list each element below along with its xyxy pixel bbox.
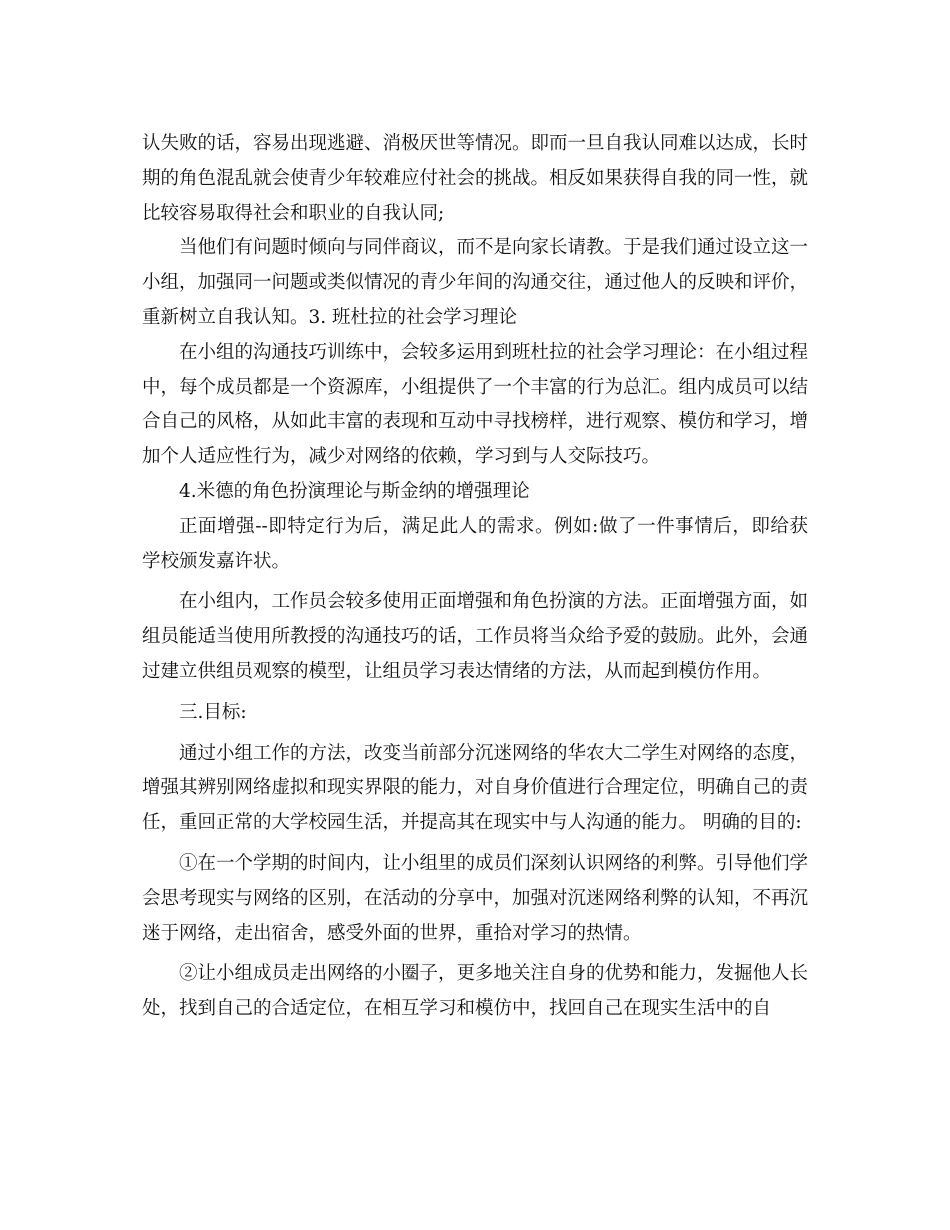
paragraph-1: 认失败的话，容易出现逃避、消极厌世等情况。即而一旦自我认同难以达成，长时期的角色混乱就会使青少年较难应付社会的挑战。相反如果获得自我的同一性，就比较容易取得社会和职业的自我认同;: [142, 133, 809, 224]
paragraph-10: ②让小组成员走出网络的小圈子，更多地关注自身的优势和能力，发掘他人长处，找到自己的合适定位，在相互学习和模仿中，找回自己在现实生活中的自: [142, 963, 809, 1020]
paragraph-4-heading: 4.米德的角色扮演理论与斯金纳的增强理论: [179, 480, 530, 502]
document-body: [142, 127, 808, 1027]
paragraph-2: 当他们有问题时倾向与同伴商议，而不是向家长请教。于是我们通过设立这一小组，加强同一问题或类似情况的青少年间的沟通交往，通过他人的反映和评价，重新树立自我认知。3. 班杜拉的社会学习理论: [142, 237, 809, 328]
paragraph-9: ①在一个学期的时间内，让小组里的成员们深刻认识网络的利弊。引导他们学会思考现实与网络的区别，在活动的分享中，加强对沉迷网络利弊的认知，不再沉迷于网络，走出宿舍，感受外面的世界，重拾对学习的热情。: [142, 852, 809, 944]
paragraph-6: 在小组内，工作员会较多使用正面增强和角色扮演的方法。正面增强方面，如组员能适当使用所教授的沟通技巧的话，工作员将当众给予爱的鼓励。此外，会通过建立供组员观察的模型，让组员学习表达情绪的方法，从而起到模仿作用。: [142, 591, 809, 682]
paragraph-7-heading: 三.目标:: [179, 701, 247, 723]
paragraph-3: 在小组的沟通技巧训练中，会较多运用到班杜拉的社会学习理论：在小组过程中，每个成员都是一个资源库，小组提供了一个丰富的行为总汇。组内成员可以结合自己的风格，从如此丰富的表现和互动中寻找榜样，进行观察、模仿和学习，增加个人适应性行为，减少对网络的依赖，学习到与人交际技巧。: [142, 341, 809, 468]
paragraph-5: 正面增强--即特定行为后，满足此人的需求。例如:做了一件事情后，即给获学校颁发嘉许状。: [142, 515, 808, 572]
paragraph-8: 通过小组工作的方法，改变当前部分沉迷网络的华农大二学生对网络的态度，增强其辨别网络虚拟和现实界限的能力，对自身价值进行合理定位，明确自己的责任，重回正常的大学校园生活，并提高其在现实中与人沟通的能力。 明确的目的:: [142, 742, 809, 834]
